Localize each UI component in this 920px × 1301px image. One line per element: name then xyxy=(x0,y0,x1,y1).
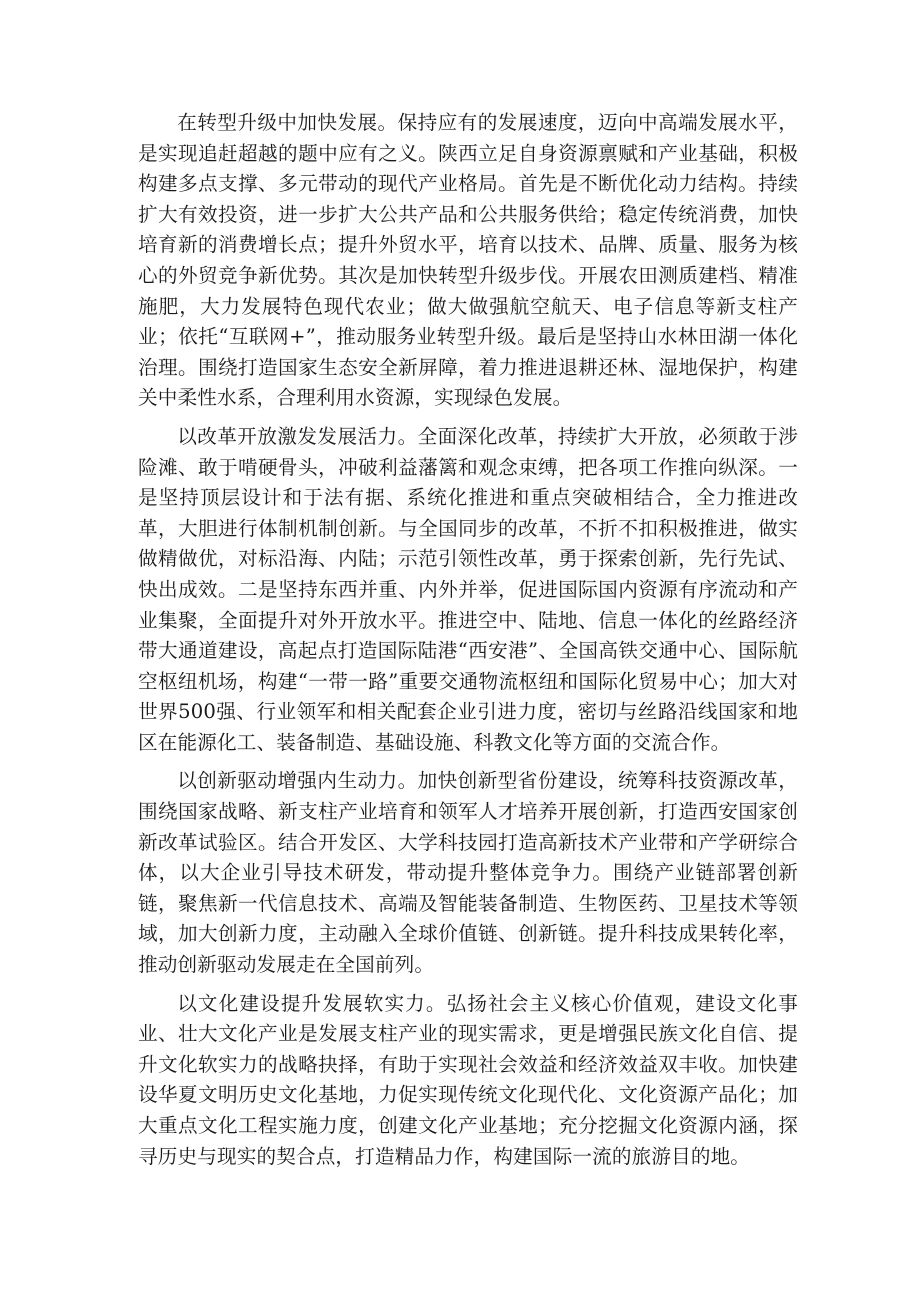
paragraph-innovation-driven: 以创新驱动增强内生动力。加快创新型省份建设，统筹科技资源改革，围绕国家战略、新支柱产业培育和领军人才培养开展创新，打造西安国家创新改革试验区。结合开发区、大学科技园打造高新技术产业带和产学研综合体，以大企业引导技术研发，带动提升整体竞争力。围绕产业链部署创新链，聚焦新一代信息技术、高端及智能装备制造、生物医药、卫星技术等领域，加大创新力度，主动融入全球价值链、创新链。提升科技成果转化率，推动创新驱动发展走在全国前列。 xyxy=(138,769,798,977)
paragraph-industrial-upgrade: 在转型升级中加快发展。保持应有的发展速度，迈向中高端发展水平，是实现追赶超越的题中应有之义。陕西立足自身资源禀赋和产业基础，积极构建多点支撑、多元带动的现代产业格局。首先是不断优化动力结构。持续扩大有效投资，进一步扩大公共产品和公共服务供给；稳定传统消费，加快培育新的消费增长点；提升外贸水平，培育以技术、品牌、质量、服务为核心的外贸竞争新优势。其次是加快转型升级步伐。开展农田测质建档、精准施肥，大力发展特色现代农业；做大做强航空航天、电子信息等新支柱产业；依托“互联网+”，推动服务业转型升级。最后是坚持山水林田湖一体化治理。围绕打造国家生态安全新屏障，着力推进退耕还林、湿地保护，构建关中柔性水系，合理利用水资源，实现绿色发展。 xyxy=(138,111,798,410)
document-body xyxy=(138,108,798,1180)
paragraph-cultural-development: 以文化建设提升发展软实力。弘扬社会主义核心价值观，建设文化事业、壮大文化产业是发展支柱产业的现实需求，更是增强民族文化自信、提升文化软实力的战略抉择，有助于实现社会效益和经济效益双丰收。加快建设华夏文明历史文化基地，力促实现传统文化现代化、文化资源产品化；加大重点文化工程实施力度，创建文化产业基地；充分挖掘文化资源内涵，探寻历史与现实的契合点，打造精品力作，构建国际一流的旅游目的地。 xyxy=(138,991,798,1168)
paragraph-reform-opening: 以改革开放激发发展活力。全面深化改革，持续扩大开放，必须敢于涉险滩、敢于啃硬骨头，冲破利益藩篱和观念束缚，把各项工作推向纵深。一是坚持顶层设计和于法有据、系统化推进和重点突破相结合，全力推进改革，大胆进行体制机制创新。与全国同步的改革，不折不扣积极推进，做实做精做优，对标沿海、内陆；示范引领性改革，勇于探索创新，先行先试、快出成效。二是坚持东西并重、内外并举，促进国际国内资源有序流动和产业集聚，全面提升对外开放水平。推进空中、陆地、信息一体化的丝路经济带大通道建设，高起点打造国际陆港“西安港”、全国高铁交通中心、国际航空枢纽机场，构建“一带一路”重要交通物流枢纽和国际化贸易中心；加大对世界500强、行业领军和相关配套企业引进力度，密切与丝路沿线国家和地区在能源化工、装备制造、基础设施、科教文化等方面的交流合作。 xyxy=(138,424,798,754)
